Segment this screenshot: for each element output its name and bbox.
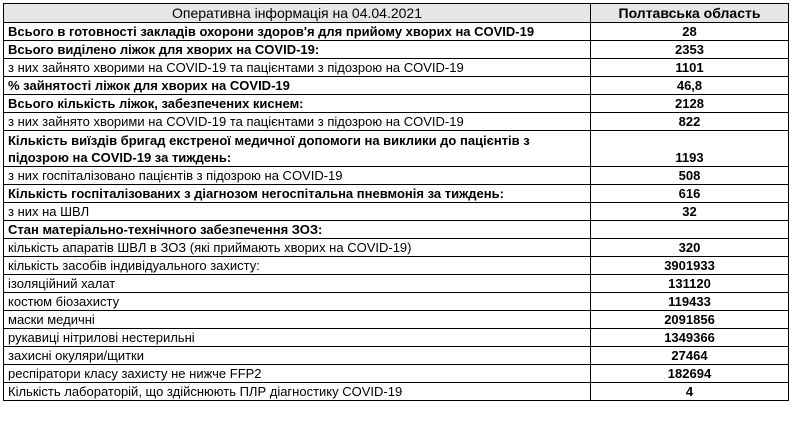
row-value: 28 xyxy=(591,23,789,41)
table-row xyxy=(4,257,789,275)
row-value: 131120 xyxy=(591,275,789,293)
row-label: Всього виділено ліжок для хворих на COVID-19: xyxy=(4,41,591,59)
table-row xyxy=(4,329,789,347)
covid-info-table xyxy=(3,3,789,401)
table-row xyxy=(4,311,789,329)
table-row xyxy=(4,365,789,383)
row-value: 2091856 xyxy=(591,311,789,329)
table-row xyxy=(4,95,789,113)
row-label: Стан матеріально-технічного забезпечення ЗОЗ: xyxy=(4,221,591,239)
row-value: 2353 xyxy=(591,41,789,59)
row-label: Кількість лабораторій, що здійснюють ПЛР діагностику COVID-19 xyxy=(4,383,591,401)
table-row xyxy=(4,203,789,221)
row-label: захисні окуляри/щитки xyxy=(4,347,591,365)
header-title: Оперативна інформація на 04.04.2021 xyxy=(4,4,591,23)
table-row xyxy=(4,185,789,203)
row-value: 508 xyxy=(591,167,789,185)
table-row xyxy=(4,221,789,239)
row-label: Всього в готовності закладів охорони здоров'я для прийому хворих на COVID-19 xyxy=(4,23,591,41)
row-label: % зайнятості ліжок для хворих на COVID-19 xyxy=(4,77,591,95)
row-value: 4 xyxy=(591,383,789,401)
row-value: 1349366 xyxy=(591,329,789,347)
table-row xyxy=(4,239,789,257)
row-label: Кількість виїздів бригад екстреної медичної допомоги на виклики до пацієнтів з підозрою на COVID-19 за тиждень: xyxy=(4,131,591,167)
table-body xyxy=(4,23,789,401)
row-label: кількість засобів індивідуального захисту: xyxy=(4,257,591,275)
row-value: 320 xyxy=(591,239,789,257)
row-label: респіратори класу захисту не нижче FFP2 xyxy=(4,365,591,383)
row-value: 32 xyxy=(591,203,789,221)
table-row xyxy=(4,293,789,311)
row-label: Кількість госпіталізованих з діагнозом негоспітальна пневмонія за тиждень: xyxy=(4,185,591,203)
row-value: 182694 xyxy=(591,365,789,383)
row-value: 616 xyxy=(591,185,789,203)
info-table-container xyxy=(3,3,789,401)
row-value: 822 xyxy=(591,113,789,131)
table-row xyxy=(4,347,789,365)
row-label: костюм біозахисту xyxy=(4,293,591,311)
table-row xyxy=(4,275,789,293)
row-value: 1193 xyxy=(591,131,789,167)
table-row xyxy=(4,23,789,41)
table-row xyxy=(4,41,789,59)
row-value: 1101 xyxy=(591,59,789,77)
table-row xyxy=(4,77,789,95)
row-label: з них на ШВЛ xyxy=(4,203,591,221)
table-row xyxy=(4,113,789,131)
table-row xyxy=(4,131,789,167)
table-header-row xyxy=(4,4,789,23)
row-value: 119433 xyxy=(591,293,789,311)
table-row xyxy=(4,383,789,401)
header-region: Полтавська область xyxy=(591,4,789,23)
row-value: 27464 xyxy=(591,347,789,365)
row-label: з них зайнято хворими на COVID-19 та пацієнтами з підозрою на COVID-19 xyxy=(4,59,591,77)
row-value: 46,8 xyxy=(591,77,789,95)
row-label: ізоляційний халат xyxy=(4,275,591,293)
row-value xyxy=(591,221,789,239)
row-value: 3901933 xyxy=(591,257,789,275)
row-label: маски медичні xyxy=(4,311,591,329)
table-row xyxy=(4,59,789,77)
row-label: з них зайнято хворими на COVID-19 та пацієнтами з підозрою на COVID-19 xyxy=(4,113,591,131)
row-value: 2128 xyxy=(591,95,789,113)
table-row xyxy=(4,167,789,185)
row-label: Всього кількість ліжок, забезпечених киснем: xyxy=(4,95,591,113)
row-label: рукавиці нітрилові нестерильні xyxy=(4,329,591,347)
row-label: кількість апаратів ШВЛ в ЗОЗ (які приймають хворих на COVID-19) xyxy=(4,239,591,257)
row-label: з них госпіталізовано пацієнтів з підозрою на COVID-19 xyxy=(4,167,591,185)
